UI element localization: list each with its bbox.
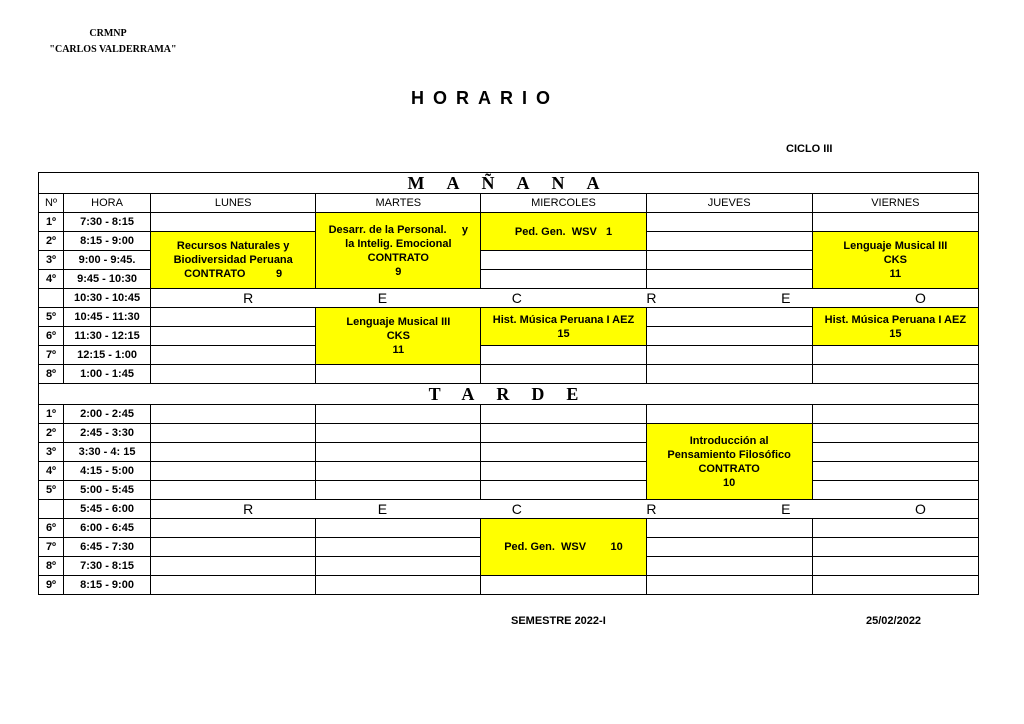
institution-name: CRMNP — [89, 28, 127, 39]
institution-subtitle: "CARLOS VALDERRAMA" — [49, 44, 177, 55]
recreo-letter: R — [243, 290, 254, 306]
recreo-letter: E — [781, 290, 791, 306]
row-time: 10:30 - 10:45 — [64, 289, 151, 308]
cycle-label: CICLO III — [786, 143, 833, 155]
row-time: 2:00 - 2:45 — [64, 405, 151, 424]
table-row — [39, 481, 979, 500]
course-cell — [481, 308, 646, 346]
row-num: 6º — [39, 327, 64, 346]
course-line: Ped. Gen. WSV 10 — [504, 541, 623, 553]
course-line: 11 — [889, 268, 902, 280]
row-time: 6:45 - 7:30 — [64, 538, 151, 557]
recreo-label — [151, 289, 979, 308]
row-num — [39, 289, 64, 308]
row-time: 7:30 - 8:15 — [64, 557, 151, 576]
table-row — [39, 405, 979, 424]
recreo-letter: R — [646, 501, 657, 517]
course-line: Biodiversidad Peruana — [173, 254, 293, 266]
header-jueves: JUEVES — [646, 194, 812, 213]
course-line: Ped. Gen. WSV 1 — [514, 225, 613, 238]
row-time: 4:15 - 5:00 — [64, 462, 151, 481]
row-num: 4º — [39, 270, 64, 289]
section-morning: MAÑANA — [39, 173, 979, 194]
table-row — [39, 443, 979, 462]
recreo-row — [39, 500, 979, 519]
course-line: Hist. Música Peruana I AEZ — [492, 313, 635, 326]
table-row — [39, 424, 979, 443]
header-viernes: VIERNES — [812, 194, 978, 213]
recreo-label — [151, 500, 979, 519]
row-num: 6º — [39, 519, 64, 538]
date-label: 25/02/2022 — [866, 615, 922, 627]
table-row — [39, 519, 979, 538]
row-num: 8º — [39, 365, 64, 384]
header-lunes: LUNES — [151, 194, 316, 213]
recreo-letter: R — [646, 290, 657, 306]
section-afternoon: TARDE — [39, 384, 979, 405]
course-line: Introducción al — [689, 434, 769, 447]
recreo-letter: E — [377, 501, 388, 517]
recreo-letter: E — [377, 290, 388, 306]
row-num: 7º — [39, 346, 64, 365]
recreo-letter: C — [511, 501, 522, 517]
course-line: CKS — [883, 254, 907, 266]
header-row — [39, 194, 979, 213]
table-row — [39, 462, 979, 481]
course-cell — [812, 232, 978, 289]
table-row — [39, 365, 979, 384]
header-miercoles: MIERCOLES — [481, 194, 646, 213]
course-cell — [812, 308, 978, 346]
course-line: 11 — [392, 344, 405, 356]
header-martes: MARTES — [316, 194, 481, 213]
course-line: la Intelig. Emocional — [345, 237, 452, 250]
row-num: 5º — [39, 308, 64, 327]
recreo-letter: C — [511, 290, 522, 306]
row-time: 8:15 - 9:00 — [64, 232, 151, 251]
row-time: 3:30 - 4: 15 — [64, 443, 151, 462]
course-cell — [481, 519, 646, 576]
row-num: 2º — [39, 424, 64, 443]
course-cell — [481, 213, 646, 251]
schedule-table — [38, 172, 979, 595]
row-time: 9:00 - 9:45. — [64, 251, 151, 270]
header-num: Nº — [39, 194, 64, 213]
row-time: 8:15 - 9:00 — [64, 576, 151, 595]
course-line: CONTRATO — [698, 462, 760, 475]
course-line: CONTRATO — [367, 251, 429, 264]
row-time: 1:00 - 1:45 — [64, 365, 151, 384]
row-num — [39, 500, 64, 519]
page-title: HORARIO — [411, 88, 559, 108]
row-num: 9º — [39, 576, 64, 595]
row-time: 2:45 - 3:30 — [64, 424, 151, 443]
table-row — [39, 213, 979, 232]
row-num: 3º — [39, 251, 64, 270]
row-time: 5:45 - 6:00 — [64, 500, 151, 519]
recreo-row — [39, 289, 979, 308]
row-time: 7:30 - 8:15 — [64, 213, 151, 232]
course-line: Recursos Naturales y — [176, 240, 290, 252]
table-row — [39, 576, 979, 595]
table-row — [39, 308, 979, 327]
course-line: CONTRATO 9 — [184, 268, 283, 280]
course-line: 15 — [557, 327, 570, 340]
course-line: 9 — [395, 265, 402, 278]
row-time: 10:45 - 11:30 — [64, 308, 151, 327]
course-line: Desarr. de la Personal. y — [328, 223, 469, 236]
row-num: 1º — [39, 213, 64, 232]
row-num: 2º — [39, 232, 64, 251]
row-time: 9:45 - 10:30 — [64, 270, 151, 289]
row-num: 7º — [39, 538, 64, 557]
row-time: 6:00 - 6:45 — [64, 519, 151, 538]
recreo-letter: R — [243, 501, 254, 517]
course-line: Hist. Música Peruana I AEZ — [824, 313, 967, 326]
row-num: 5º — [39, 481, 64, 500]
table-row — [39, 346, 979, 365]
course-line: Lenguaje Musical III — [843, 240, 948, 252]
row-num: 3º — [39, 443, 64, 462]
course-cell — [316, 213, 481, 289]
header-hora: HORA — [64, 194, 151, 213]
recreo-letter: O — [915, 501, 926, 517]
recreo-letter: O — [915, 290, 926, 306]
course-cell — [646, 424, 812, 500]
row-num: 4º — [39, 462, 64, 481]
course-cell — [151, 232, 316, 289]
row-time: 5:00 - 5:45 — [64, 481, 151, 500]
semester-label: SEMESTRE 2022-I — [511, 615, 606, 627]
course-line: 10 — [723, 476, 736, 489]
row-time: 12:15 - 1:00 — [64, 346, 151, 365]
row-num: 8º — [39, 557, 64, 576]
course-line: CKS — [386, 330, 410, 342]
row-time: 11:30 - 12:15 — [64, 327, 151, 346]
course-line: 15 — [889, 327, 902, 340]
course-cell — [316, 308, 481, 365]
course-line: Pensamiento Filosófico — [667, 448, 791, 461]
row-num: 1º — [39, 405, 64, 424]
course-line: Lenguaje Musical III — [346, 316, 451, 328]
recreo-letter: E — [781, 501, 791, 517]
